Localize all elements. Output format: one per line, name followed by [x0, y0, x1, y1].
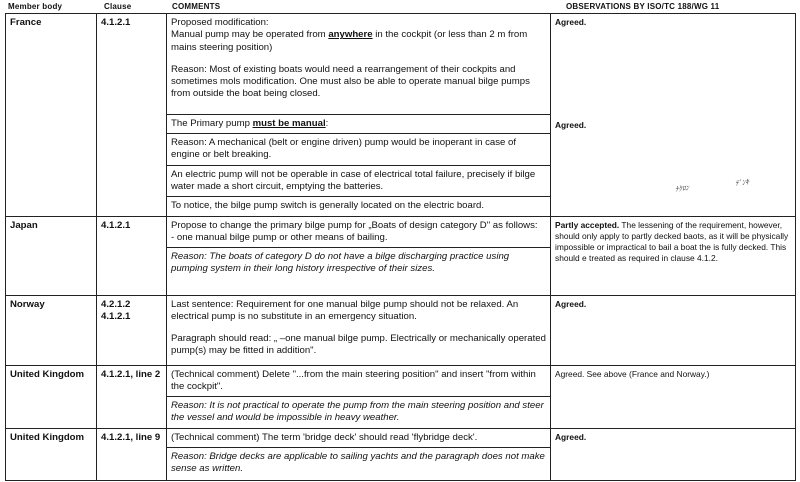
observation-cell [551, 365, 796, 428]
observation-text: Agreed. [555, 298, 587, 309]
clause-ref: 4.2.1.2 [101, 298, 131, 310]
proposal-title: The Primary pump must be manual: [171, 117, 329, 129]
clause-cell [97, 428, 167, 480]
proposal-title: Proposed modification: [171, 17, 269, 28]
observation-text: Partly accepted. The lessening of the requirement, however, should only apply to partly decked baots, as it will be physically impossible or impractical to bail a boat the is fully decked. This should e treated as required in clause 4.1.2. [555, 219, 789, 263]
reason-text: Reason: A mechanical (belt or engine driven) pump would be inoperant in case of engine or belt breaking. [171, 137, 517, 161]
comment-text: An electric pump will not be operable in case of electrical total failure, precisely if bilge water made a short circuit, emptying the batteries. [171, 168, 536, 192]
divider [167, 133, 550, 134]
header-observations: OBSERVATIONS BY ISO/TC 188/WG 11 [566, 2, 720, 11]
header-comments: COMMENTS [172, 2, 221, 11]
divider [167, 196, 550, 197]
clause-cell [97, 365, 167, 428]
clause-ref: 4.1.2.1 [101, 17, 131, 28]
emphasis-text: must be manual [252, 117, 326, 129]
comment-cell [167, 216, 551, 295]
member-body-cell: Norway [6, 295, 97, 365]
divider [167, 165, 550, 166]
comment-text: To notice, the bilge pump switch is generally located on the electric board. [171, 200, 485, 212]
table-row [6, 365, 796, 428]
observation-text: Agreed. [555, 120, 587, 130]
clause-cell [97, 14, 167, 217]
observation-cell [551, 14, 796, 217]
clause-ref: 4.1.2.1, line 2 [101, 368, 161, 380]
reason-text: Reason: Most of existing boats would need a rearrangement of their cockpits and sometimes mols modification. One must also be able to operate manual bilge pumps from outside the boat being closed. [171, 63, 530, 100]
table-row [6, 428, 796, 480]
handwritten-note: ﾅｸﾛﾝ [674, 184, 690, 194]
member-body-cell: United Kingdom [6, 428, 97, 480]
comment-text: (Technical comment) The term 'bridge deck' should read 'flybridge deck'. [171, 431, 478, 443]
member-body-cell: France [6, 14, 97, 217]
emphasis-text: anywhere [328, 29, 373, 41]
observation-cell [551, 428, 796, 480]
proposal-text: Manual pump may be operated from anywhere in the cockpit (or less than 2 m from mains steering position) [171, 29, 528, 53]
comment-cell [167, 295, 551, 365]
comment-cell [167, 365, 551, 428]
comment-text: Propose to change the primary bilge pump for „Boats of design category D" as follows: [171, 219, 538, 231]
comment-text: Last sentence: Requirement for one manual bilge pump should not be relaxed. An electrical pump is no substitute in an emergency situation. [171, 298, 519, 322]
comment-text: Paragraph should read: „ –one manual bilge pump. Electrically or mechanically operated pump(s) may be fitted in addition". [171, 333, 546, 357]
observation-cell [551, 295, 796, 365]
handwritten-note: ﾃﾞﾝｷ [734, 178, 750, 188]
header-clause: Clause [104, 2, 132, 11]
divider [167, 396, 550, 397]
clause-ref: 4.1.2.1, line 9 [101, 431, 161, 443]
divider [167, 114, 550, 115]
clause-cell [97, 216, 167, 295]
observation-cell [551, 216, 796, 295]
table-row [6, 295, 796, 365]
reason-text: Reason: Bridge decks are applicable to sailing yachts and the paragraph does not make sense as written. [171, 451, 545, 475]
table-row [6, 216, 796, 295]
observation-text: Agreed. See above (France and Norway.) [555, 368, 710, 379]
reason-text: Reason: It is not practical to operate the pump from the main steering position and steer the vessel and would be impossible in heavy weather. [171, 400, 544, 424]
clause-cell [97, 295, 167, 365]
comments-table [5, 13, 796, 481]
comment-text: (Technical comment) Delete "...from the main steering position" and insert "from within the cockpit". [171, 368, 536, 392]
comment-cell [167, 428, 551, 480]
header-member-body: Member body [8, 2, 63, 11]
observation-text: Agreed. [555, 17, 587, 27]
member-body-cell: United Kingdom [6, 365, 97, 428]
observation-text: Agreed. [555, 431, 587, 442]
clause-ref: 4.1.2.1 [101, 310, 131, 322]
divider [167, 447, 550, 448]
comment-cell [167, 14, 551, 217]
reason-text: Reason: The boats of category D do not have a bilge discharging practice using pumping system in their long history irrespective of their sizes. [171, 251, 510, 275]
clause-ref: 4.1.2.1 [101, 219, 131, 231]
member-body-cell: Japan [6, 216, 97, 295]
divider [167, 247, 550, 248]
comment-item: - one manual bilge pump or other means of bailing. [171, 231, 388, 243]
